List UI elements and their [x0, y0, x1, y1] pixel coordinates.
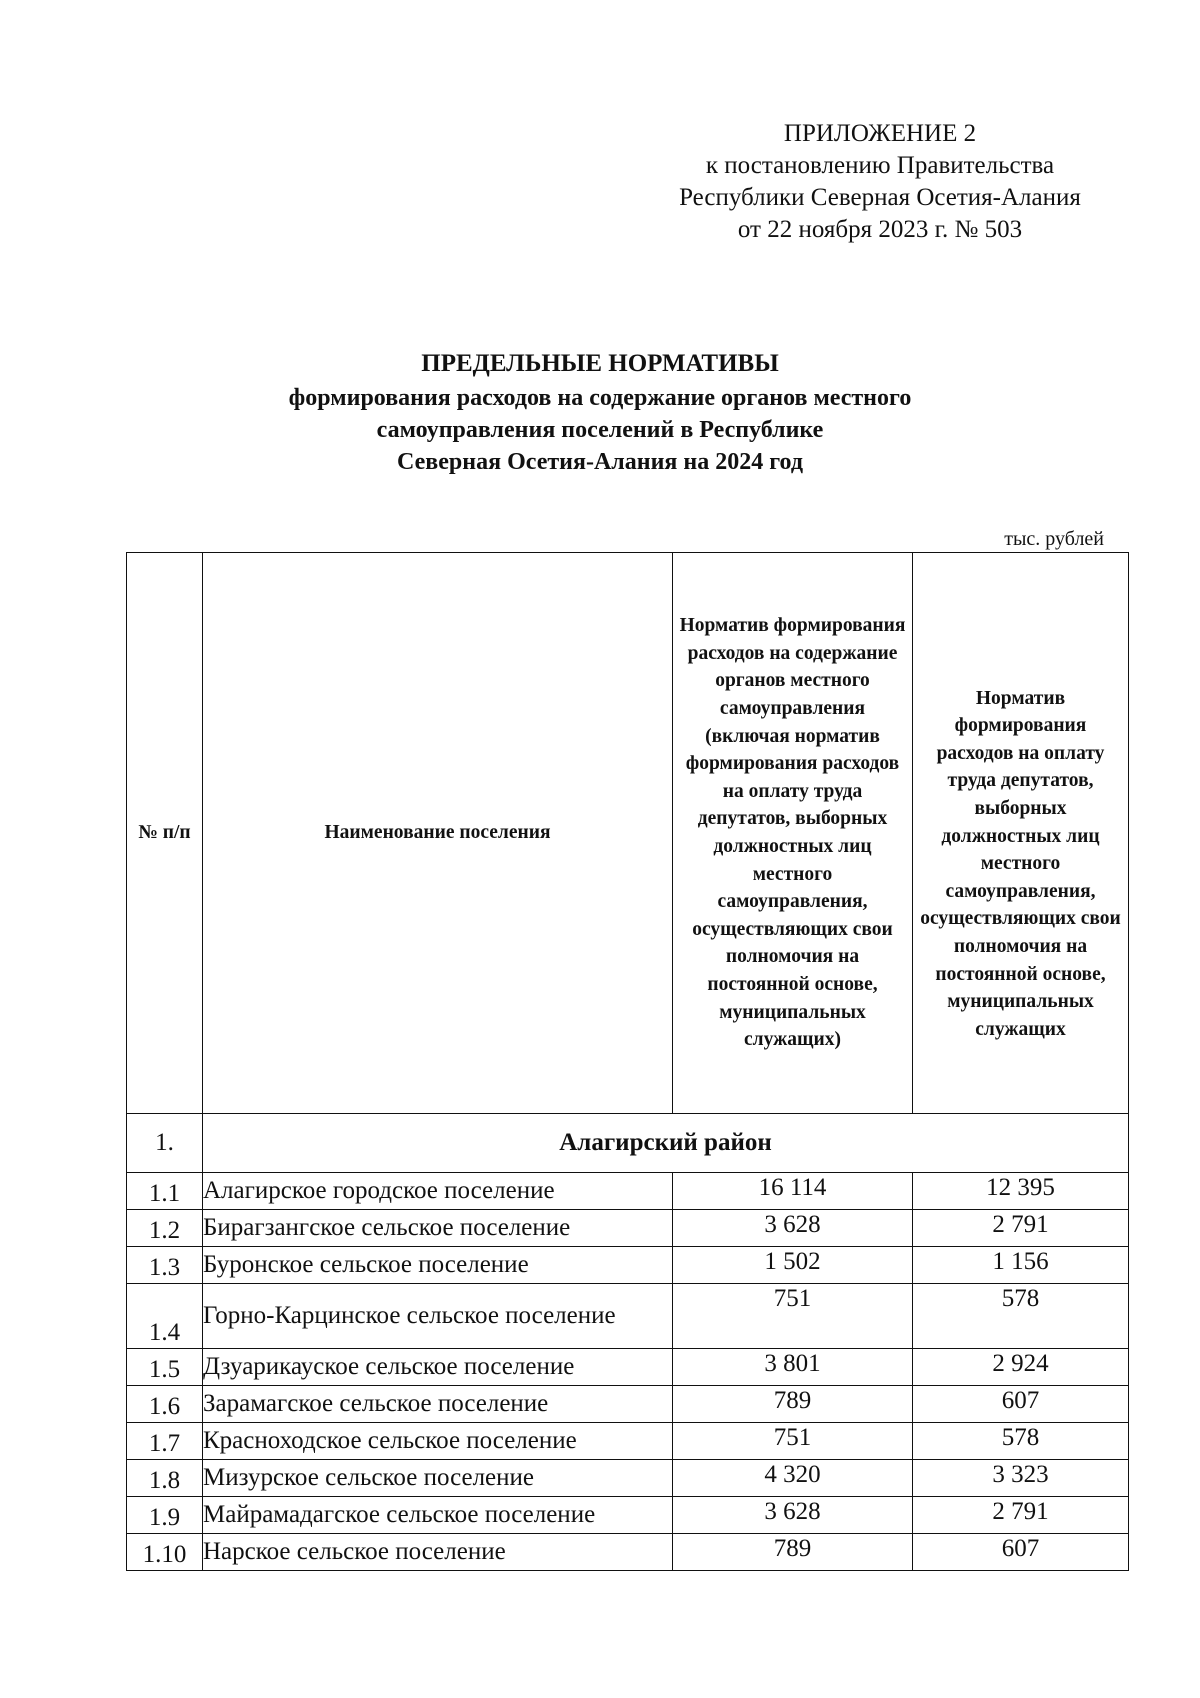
row-total-norm: 751: [673, 1284, 913, 1349]
row-settlement-name: Мизурское сельское поселение: [203, 1460, 673, 1497]
table-row: [127, 1534, 1129, 1571]
row-num: 1.9: [127, 1497, 203, 1534]
appendix-label: ПРИЛОЖЕНИЕ 2: [783, 120, 977, 147]
row-total-norm: 3 801: [673, 1349, 913, 1386]
header-total-norm: Норматив формирования расходов на содержание органов местного самоуправления (включая норматив формирования расходов на оплату труда депутатов, выборных должностных лиц местного самоуправления, осуществляющих свои полномочия на постоянной основе, муниципальных служащих): [673, 553, 913, 1114]
title-line-1: формирования расходов на содержание органов местного: [288, 385, 912, 411]
row-settlement-name: Дзуарикауское сельское поселение: [203, 1349, 673, 1386]
row-num: 1.10: [127, 1534, 203, 1571]
row-total-norm: 789: [673, 1534, 913, 1571]
row-settlement-name: Бирагзангское сельское поселение: [203, 1210, 673, 1247]
row-num: 1.3: [127, 1247, 203, 1284]
table-row: [127, 1349, 1129, 1386]
appendix-date-line: от 22 ноября 2023 г. № 503: [737, 216, 1023, 243]
row-settlement-name: Нарское сельское поселение: [203, 1534, 673, 1571]
row-total-norm: 789: [673, 1386, 913, 1423]
title-line-3: Северная Осетия-Алания на 2024 год: [397, 449, 803, 475]
row-salary-norm: 607: [913, 1534, 1129, 1571]
table-row: [127, 1423, 1129, 1460]
title-main: ПРЕДЕЛЬНЫЕ НОРМАТИВЫ: [421, 350, 779, 377]
document-title: [130, 348, 1070, 478]
table-row: [127, 1497, 1129, 1534]
row-salary-norm: 1 156: [913, 1247, 1129, 1284]
row-num: 1.5: [127, 1349, 203, 1386]
header-name: Наименование поселения: [203, 553, 673, 1114]
row-total-norm: 3 628: [673, 1497, 913, 1534]
row-settlement-name: Горно-Карцинское сельское поселение: [203, 1284, 673, 1349]
table-header-row: [127, 553, 1129, 1114]
norms-table: [126, 552, 1129, 1571]
row-total-norm: 4 320: [673, 1460, 913, 1497]
table-row: [127, 1386, 1129, 1423]
appendix-header: [640, 118, 1120, 246]
region-num: 1.: [127, 1114, 203, 1173]
region-name: Алагирский район: [203, 1114, 1129, 1173]
row-num: 1.2: [127, 1210, 203, 1247]
row-salary-norm: 2 791: [913, 1210, 1129, 1247]
table-row: [127, 1173, 1129, 1210]
row-salary-norm: 2 924: [913, 1349, 1129, 1386]
row-settlement-name: Алагирское городское поселение: [203, 1173, 673, 1210]
row-total-norm: 16 114: [673, 1173, 913, 1210]
row-salary-norm: 3 323: [913, 1460, 1129, 1497]
table-row: [127, 1210, 1129, 1247]
header-num: № п/п: [127, 553, 203, 1114]
unit-label: тыс. рублей: [1004, 528, 1104, 550]
row-num: 1.4: [127, 1284, 203, 1349]
row-total-norm: 751: [673, 1423, 913, 1460]
row-salary-norm: 2 791: [913, 1497, 1129, 1534]
row-settlement-name: Майрамадагское сельское поселение: [203, 1497, 673, 1534]
row-salary-norm: 578: [913, 1423, 1129, 1460]
appendix-resolution-line: к постановлению Правительства: [705, 152, 1055, 179]
row-total-norm: 3 628: [673, 1210, 913, 1247]
table-row: [127, 1284, 1129, 1349]
row-salary-norm: 578: [913, 1284, 1129, 1349]
row-num: 1.7: [127, 1423, 203, 1460]
appendix-republic-line: Республики Северная Осетия-Алания: [679, 184, 1081, 211]
table-row: [127, 1460, 1129, 1497]
row-num: 1.8: [127, 1460, 203, 1497]
region-row: [127, 1114, 1129, 1173]
header-salary-norm: Норматив формирования расходов на оплату труда депутатов, выборных должностных лиц местного самоуправления, осуществляющих свои полномочия на постоянной основе, муниципальных служащих: [913, 553, 1129, 1114]
row-total-norm: 1 502: [673, 1247, 913, 1284]
title-line-2: самоуправления поселений в Республике: [376, 417, 824, 443]
row-settlement-name: Зарамагское сельское поселение: [203, 1386, 673, 1423]
row-settlement-name: Красноходское сельское поселение: [203, 1423, 673, 1460]
row-settlement-name: Буронское сельское поселение: [203, 1247, 673, 1284]
row-salary-norm: 607: [913, 1386, 1129, 1423]
table-row: [127, 1247, 1129, 1284]
row-salary-norm: 12 395: [913, 1173, 1129, 1210]
row-num: 1.1: [127, 1173, 203, 1210]
row-num: 1.6: [127, 1386, 203, 1423]
